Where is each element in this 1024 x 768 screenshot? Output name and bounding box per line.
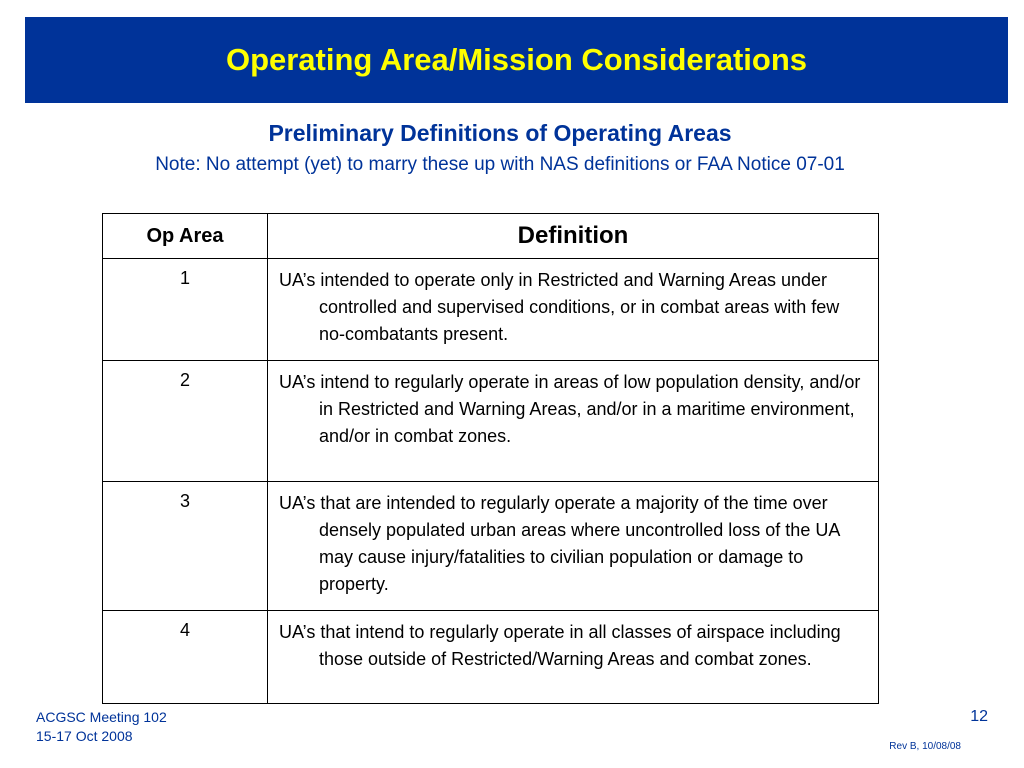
op-area-cell: 4: [103, 611, 268, 704]
op-area-cell: 2: [103, 361, 268, 482]
definition-cell: UA’s that are intended to regularly operate a majority of the time over densely populated urban areas where uncontrolled loss of the UA may cause injury/fatalities to civilian population or damage to property.: [268, 482, 879, 611]
op-area-cell: 3: [103, 482, 268, 611]
table-row: [103, 361, 879, 482]
table-row: [103, 611, 879, 704]
revision-label: Rev B, 10/08/08: [889, 741, 961, 752]
header-op-area: Op Area: [103, 214, 268, 259]
slide-title: Operating Area/Mission Considerations: [225, 42, 808, 77]
op-area-cell: 1: [103, 259, 268, 361]
slide-subtitle: Preliminary Definitions of Operating Areas: [268, 120, 732, 146]
table-row: [103, 482, 879, 611]
slide-note: Note: No attempt (yet) to marry these up with NAS definitions or FAA Notice 07-01: [155, 154, 845, 175]
definition-cell: UA’s that intend to regularly operate in all classes of airspace including those outside of Restricted/Warning Areas and combat zones.: [268, 611, 879, 704]
footer-meeting: ACGSC Meeting 102: [36, 709, 167, 725]
header-definition: Definition: [268, 214, 879, 259]
definition-cell: UA’s intend to regularly operate in areas of low population density, and/or in Restricted and Warning Areas, and/or in a maritime environment, and/or in combat zones.: [268, 361, 879, 482]
footer-dates: 15-17 Oct 2008: [36, 728, 133, 744]
footer-meeting-info: [36, 708, 167, 746]
op-area-table: [102, 213, 879, 704]
table-row: [103, 259, 879, 361]
definition-cell: UA’s intended to operate only in Restricted and Warning Areas under controlled and supervised conditions, or in combat areas with few no-combatants present.: [268, 259, 879, 361]
title-bar: [25, 17, 1008, 103]
table-header-row: [103, 214, 879, 259]
page-number: 12: [970, 708, 988, 725]
